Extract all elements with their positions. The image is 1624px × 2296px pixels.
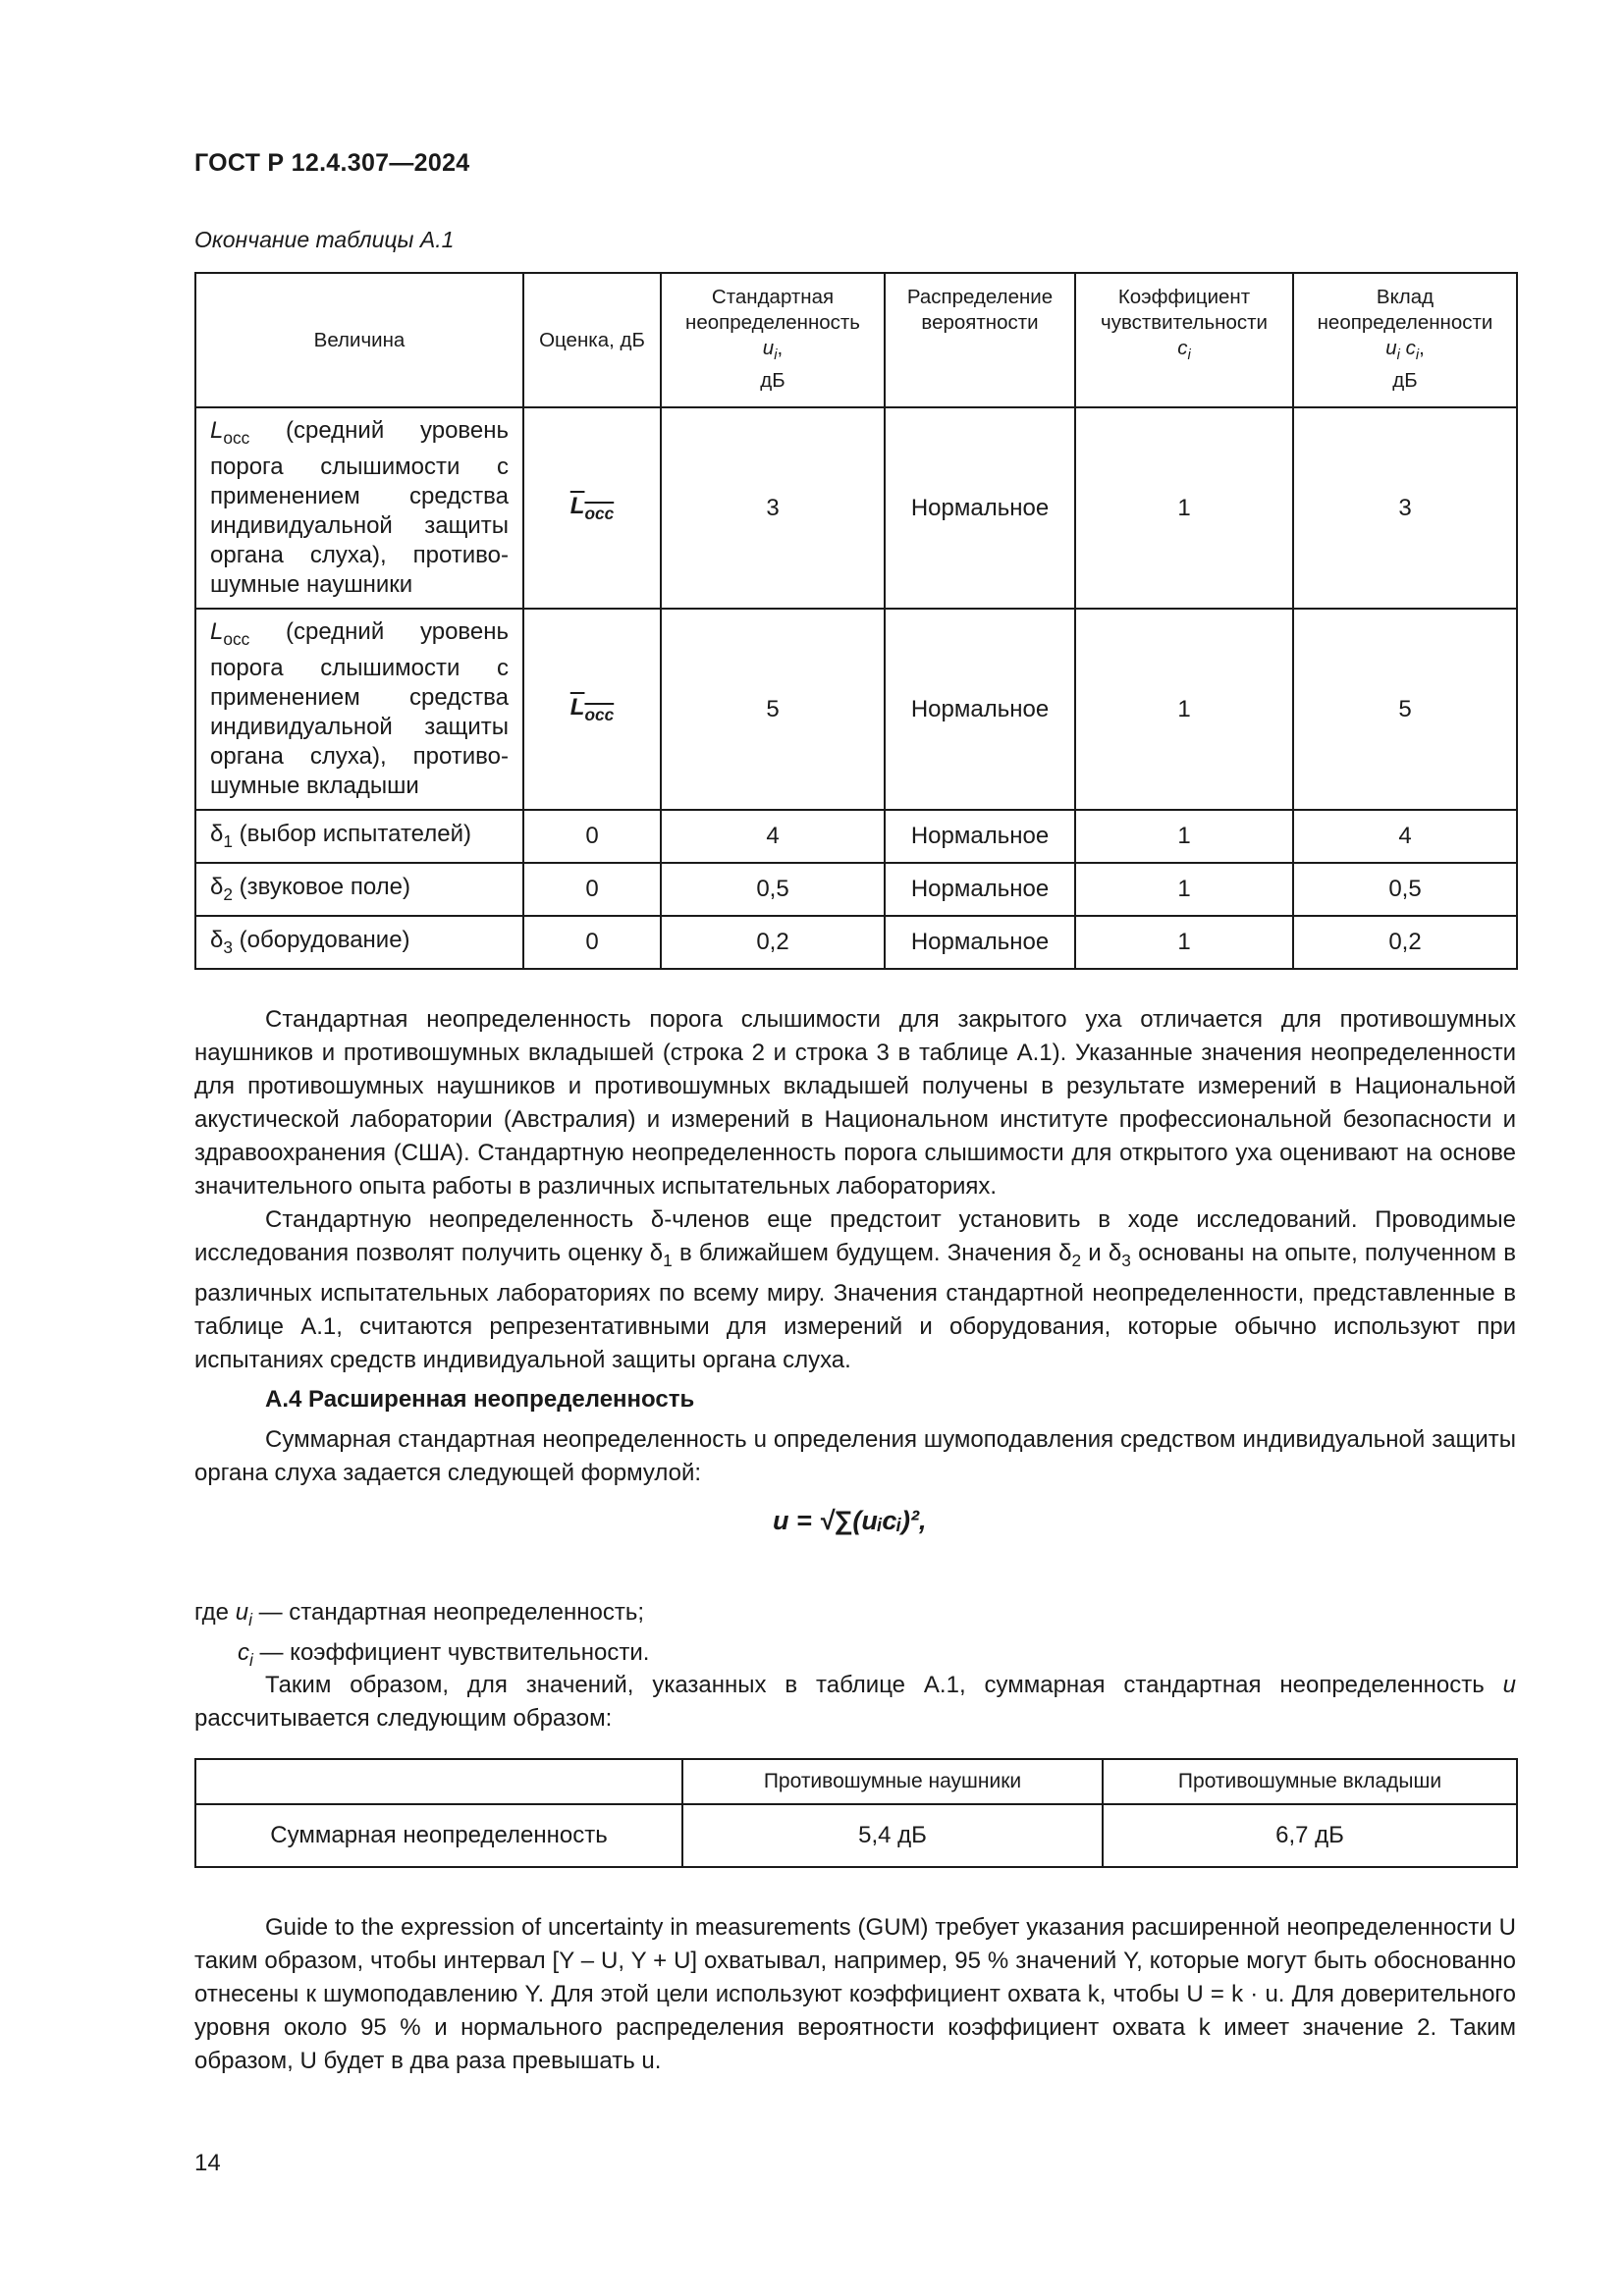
table-row bbox=[195, 810, 1517, 863]
quantity-cell: $L_{occ}$ (средний уровень порога слышимости с применением средства индивидуальной защиты органа слуха), противо- шумные наушники bbox=[195, 407, 523, 609]
distribution-cell: Нормальное bbox=[885, 916, 1075, 969]
summary-table bbox=[194, 1758, 1518, 1868]
contribution-cell: 0,5 bbox=[1293, 863, 1517, 916]
header-sensitivity: Коэффициент чувствительности $c_i$ bbox=[1075, 273, 1293, 407]
page-number: 14 bbox=[194, 2150, 221, 2176]
contribution-cell: 4 bbox=[1293, 810, 1517, 863]
std-cell: 3 bbox=[661, 407, 885, 609]
contribution-cell: 5 bbox=[1293, 609, 1517, 810]
summary-row bbox=[195, 1804, 1517, 1867]
table-caption: Окончание таблицы А.1 bbox=[194, 227, 455, 252]
document-header: ГОСТ Р 12.4.307—2024 bbox=[194, 149, 470, 177]
summary-header-row bbox=[195, 1759, 1517, 1804]
paragraph-block-3 bbox=[194, 1669, 1516, 1735]
std-cell: 5 bbox=[661, 609, 885, 810]
header-contribution: Вклад неопределенности $u_i$ $c_i$, дБ bbox=[1293, 273, 1517, 407]
header-distribution: Распределение вероятности bbox=[885, 273, 1075, 407]
summary-header-earmuffs: Противошумные наушники bbox=[682, 1759, 1103, 1804]
where-item: $c_i$ — коэффициент чувствительности. bbox=[238, 1639, 650, 1671]
distribution-cell: Нормальное bbox=[885, 407, 1075, 609]
std-cell: 4 bbox=[661, 810, 885, 863]
summary-row-label: Суммарная неопределенность bbox=[195, 1804, 682, 1867]
distribution-cell: Нормальное bbox=[885, 863, 1075, 916]
table-row bbox=[195, 916, 1517, 969]
coef-cell: 1 bbox=[1075, 863, 1293, 916]
table-row bbox=[195, 863, 1517, 916]
contribution-cell: 3 bbox=[1293, 407, 1517, 609]
summary-header-empty bbox=[195, 1759, 682, 1804]
summary-header-earplugs: Противошумные вкладыши bbox=[1103, 1759, 1517, 1804]
distribution-cell: Нормальное bbox=[885, 810, 1075, 863]
quantity-cell: $\delta_1$ (выбор испытателей) bbox=[195, 810, 523, 863]
contribution-cell: 0,2 bbox=[1293, 916, 1517, 969]
std-cell: 0,5 bbox=[661, 863, 885, 916]
distribution-cell: Нормальное bbox=[885, 609, 1075, 810]
paragraph: Таким образом, для значений, указанных в таблице А.1, суммарная стандартная неопределенность u рассчитывается следующим образом: bbox=[194, 1672, 1516, 1732]
coef-cell: 1 bbox=[1075, 609, 1293, 810]
paragraph: Суммарная стандартная неопределенность u определения шумоподавления средством индивидуальной защиты органа слуха задается следующей формулой: bbox=[194, 1426, 1516, 1486]
summary-value-earplugs: 6,7 дБ bbox=[1103, 1804, 1517, 1867]
estimate-cell: 0 bbox=[523, 810, 661, 863]
uncertainty-table bbox=[194, 272, 1518, 970]
paragraph-block-4 bbox=[194, 1911, 1516, 2078]
header-quantity: Величина bbox=[195, 273, 523, 407]
where-list bbox=[194, 1596, 649, 1677]
estimate-cell: 0 bbox=[523, 916, 661, 969]
formula: u = √∑(uᵢcᵢ)², bbox=[773, 1506, 927, 1535]
std-cell: 0,2 bbox=[661, 916, 885, 969]
table-row bbox=[195, 609, 1517, 810]
where-item: где $u_i$ — стандартная неопределенность; bbox=[194, 1599, 645, 1630]
coef-cell: 1 bbox=[1075, 407, 1293, 609]
section-title: А.4 Расширенная неопределенность bbox=[265, 1386, 695, 1413]
table-header-row bbox=[195, 273, 1517, 407]
summary-value-earmuffs: 5,4 дБ bbox=[682, 1804, 1103, 1867]
coef-cell: 1 bbox=[1075, 916, 1293, 969]
quantity-cell: $\delta_3$ (оборудование) bbox=[195, 916, 523, 969]
paragraph-block-1 bbox=[194, 1003, 1516, 1377]
paragraph: Стандартная неопределенность порога слышимости для закрытого уха отличается для противошумных наушников и противошумных вкладышей (строка 2 и строка 3 в таблице А.1). Указанные значения неопределенности для противошумных наушников и противошумных вкладышей получены в результате измерений в Национальной акустической лаборатории (Австралия) и измерений в Национальном институте профессиональной безопасности и здравоохранения (США). Стандартную неопределенность порога слышимости для открытого уха оценивают на основе значительного опыта работы в различных испытательных лабораториях. bbox=[194, 1006, 1516, 1200]
header-std-uncertainty: Стандартная неопределенность $u_i$, дБ bbox=[661, 273, 885, 407]
header-estimate: Оценка, дБ bbox=[523, 273, 661, 407]
quantity-cell: $L_{occ}$ (средний уровень порога слышимости с применением средства индивидуальной защиты органа слуха), противо- шумные вкладыши bbox=[195, 609, 523, 810]
estimate-cell: $L_{occ}$ bbox=[523, 609, 661, 810]
coef-cell: 1 bbox=[1075, 810, 1293, 863]
paragraph: Стандартную неопределенность δ-членов еще предстоит установить в ходе исследований. Проводимые исследования позволят получить оценку $\delta_1$ в ближайшем будущем. Значения $\delta_2$ и $\delta_3$ основаны на опыте, полученном в различных испытательных лабораториях по всему миру. Значения стандартной неопределенности, представленные в таблице А.1, считаются репрезентативными для измерений и оборудования, которые обычно используют при испытаниях средств индивидуальной защиты органа слуха. bbox=[194, 1206, 1517, 1374]
quantity-cell: $\delta_2$ (звуковое поле) bbox=[195, 863, 523, 916]
paragraph: Guide to the expression of uncertainty in measurements (GUM) требует указания расширенной неопределенности U таким образом, чтобы интервал [Y – U, Y + U] охватывал, например, 95 % значений Y, которые могут быть обоснованно отнесены к шумоподавлению Y. Для этой цели используют коэффициент охвата k, чтобы U = k · u. Для доверительного уровня около 95 % и нормального распределения вероятности коэффициент охвата k имеет значение 2. Таким образом, U будет в два раза превышать u. bbox=[194, 1914, 1516, 2074]
paragraph-block-2 bbox=[194, 1423, 1516, 1490]
estimate-cell: $L_{occ}$ bbox=[523, 407, 661, 609]
table-row bbox=[195, 407, 1517, 609]
estimate-cell: 0 bbox=[523, 863, 661, 916]
